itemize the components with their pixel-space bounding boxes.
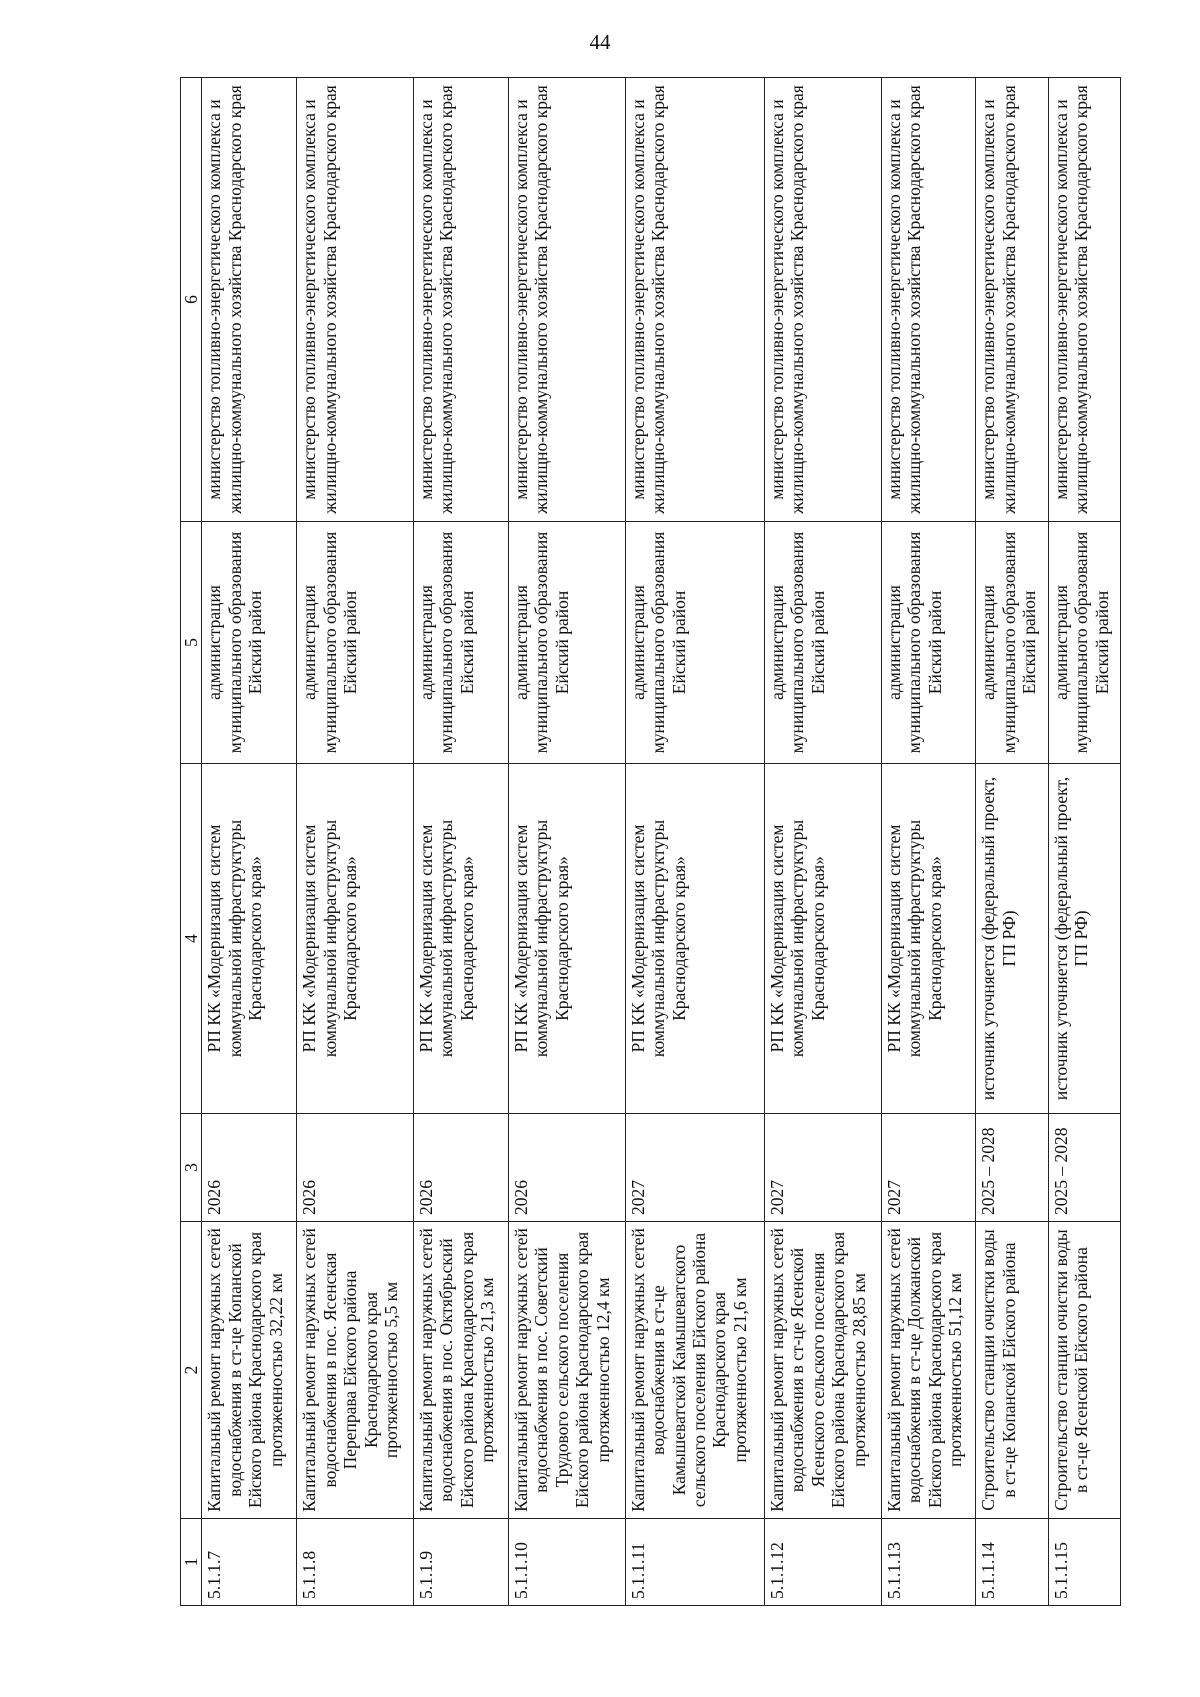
- funding-source: источник уточняется (федеральный проект, ГП РФ): [1048, 764, 1120, 1114]
- funding-source: РП КК «Модернизация систем коммунальной инфраструктуры Краснодарского края»: [202, 764, 297, 1114]
- table-row: [625, 78, 764, 1606]
- funding-source: источник уточняется (федеральный проект, ГП РФ): [976, 764, 1048, 1114]
- header-row: [181, 78, 202, 1606]
- implementation-period: 2026: [414, 1114, 509, 1222]
- row-number: 5.1.1.14: [976, 1519, 1048, 1606]
- measure-description: Капитальный ремонт наружных сетей водоснабжения в пос. Ясенская Переправа Ейского района Краснодарского края протяженностью 5,5 км: [297, 1222, 414, 1519]
- table-row: [297, 78, 414, 1606]
- table-row: [881, 78, 976, 1606]
- implementation-period: 2027: [625, 1114, 764, 1222]
- table-row: [764, 78, 881, 1606]
- implementation-period: 2026: [297, 1114, 414, 1222]
- measure-description: Капитальный ремонт наружных сетей водоснабжения в ст-це Копанской Ейского района Краснодарского края протяженностью 32,22 км: [202, 1222, 297, 1519]
- implementation-period: 2026: [508, 1114, 625, 1222]
- measures-table: [180, 77, 1121, 1606]
- coordinator: министерство топливно-энергетического комплекса и жилищно-коммунального хозяйства Краснодарского края: [625, 78, 764, 522]
- rotated-table-frame: [180, 78, 1121, 1606]
- coordinator: министерство топливно-энергетического комплекса и жилищно-коммунального хозяйства Краснодарского края: [508, 78, 625, 522]
- column-header: 5: [181, 522, 202, 764]
- funding-source: РП КК «Модернизация систем коммунальной инфраструктуры Краснодарского края»: [297, 764, 414, 1114]
- executor: администрация муниципального образования Ейский район: [202, 522, 297, 764]
- coordinator: министерство топливно-энергетического комплекса и жилищно-коммунального хозяйства Краснодарского края: [297, 78, 414, 522]
- page-number: 44: [589, 30, 611, 54]
- table-row: [202, 78, 297, 1606]
- table-row: [508, 78, 625, 1606]
- funding-source: РП КК «Модернизация систем коммунальной инфраструктуры Краснодарского края»: [881, 764, 976, 1114]
- row-number: 5.1.1.12: [764, 1519, 881, 1606]
- executor: администрация муниципального образования Ейский район: [625, 522, 764, 764]
- row-number: 5.1.1.13: [881, 1519, 976, 1606]
- measure-description: Капитальный ремонт наружных сетей водоснабжения в пос. Советский Трудового сельского поселения Ейского района Краснодарского края протяженностью 12,4 км: [508, 1222, 625, 1519]
- implementation-period: 2026: [202, 1114, 297, 1222]
- executor: администрация муниципального образования Ейский район: [508, 522, 625, 764]
- funding-source: РП КК «Модернизация систем коммунальной инфраструктуры Краснодарского края»: [508, 764, 625, 1114]
- executor: администрация муниципального образования Ейский район: [764, 522, 881, 764]
- column-header: 2: [181, 1222, 202, 1519]
- funding-source: РП КК «Модернизация систем коммунальной инфраструктуры Краснодарского края»: [764, 764, 881, 1114]
- coordinator: министерство топливно-энергетического комплекса и жилищно-коммунального хозяйства Краснодарского края: [976, 78, 1048, 522]
- column-header: 6: [181, 78, 202, 522]
- executor: администрация муниципального образования Ейский район: [1048, 522, 1120, 764]
- table-row: [414, 78, 509, 1606]
- measure-description: Строительство станции очистки воды в ст-це Копанской Ейского района: [976, 1222, 1048, 1519]
- measure-description: Капитальный ремонт наружных сетей водоснабжения в ст-це Камышеватской Камышеватского сельского поселения Ейского района Краснодарского края протяженностью 21,6 км: [625, 1222, 764, 1519]
- implementation-period: 2025 – 2028: [976, 1114, 1048, 1222]
- column-header: 1: [181, 1519, 202, 1606]
- coordinator: министерство топливно-энергетического комплекса и жилищно-коммунального хозяйства Краснодарского края: [1048, 78, 1120, 522]
- row-number: 5.1.1.10: [508, 1519, 625, 1606]
- row-number: 5.1.1.7: [202, 1519, 297, 1606]
- implementation-period: 2025 – 2028: [1048, 1114, 1120, 1222]
- coordinator: министерство топливно-энергетического комплекса и жилищно-коммунального хозяйства Краснодарского края: [414, 78, 509, 522]
- measure-description: Капитальный ремонт наружных сетей водоснабжения в ст-це Должанской Ейского района Краснодарского края протяженностью 51,12 км: [881, 1222, 976, 1519]
- table-row: [976, 78, 1048, 1606]
- funding-source: РП КК «Модернизация систем коммунальной инфраструктуры Краснодарского края»: [414, 764, 509, 1114]
- executor: администрация муниципального образования Ейский район: [976, 522, 1048, 764]
- implementation-period: 2027: [764, 1114, 881, 1222]
- row-number: 5.1.1.9: [414, 1519, 509, 1606]
- measure-description: Капитальный ремонт наружных сетей водоснабжения в ст-це Ясенской Ясенского сельского поселения Ейского района Краснодарского края протяженностью 28,85 км: [764, 1222, 881, 1519]
- column-header: 4: [181, 764, 202, 1114]
- executor: администрация муниципального образования Ейский район: [881, 522, 976, 764]
- funding-source: РП КК «Модернизация систем коммунальной инфраструктуры Краснодарского края»: [625, 764, 764, 1114]
- measure-description: Капитальный ремонт наружных сетей водоснабжения в пос. Октябрьский Ейского района Краснодарского края протяженностью 21,3 км: [414, 1222, 509, 1519]
- row-number: 5.1.1.15: [1048, 1519, 1120, 1606]
- executor: администрация муниципального образования Ейский район: [414, 522, 509, 764]
- row-number: 5.1.1.11: [625, 1519, 764, 1606]
- implementation-period: 2027: [881, 1114, 976, 1222]
- measure-description: Строительство станции очистки воды в ст-це Ясенской Ейского района: [1048, 1222, 1120, 1519]
- coordinator: министерство топливно-энергетического комплекса и жилищно-коммунального хозяйства Краснодарского края: [881, 78, 976, 522]
- executor: администрация муниципального образования Ейский район: [297, 522, 414, 764]
- coordinator: министерство топливно-энергетического комплекса и жилищно-коммунального хозяйства Краснодарского края: [764, 78, 881, 522]
- column-header: 3: [181, 1114, 202, 1222]
- coordinator: министерство топливно-энергетического комплекса и жилищно-коммунального хозяйства Краснодарского края: [202, 78, 297, 522]
- table-row: [1048, 78, 1120, 1606]
- row-number: 5.1.1.8: [297, 1519, 414, 1606]
